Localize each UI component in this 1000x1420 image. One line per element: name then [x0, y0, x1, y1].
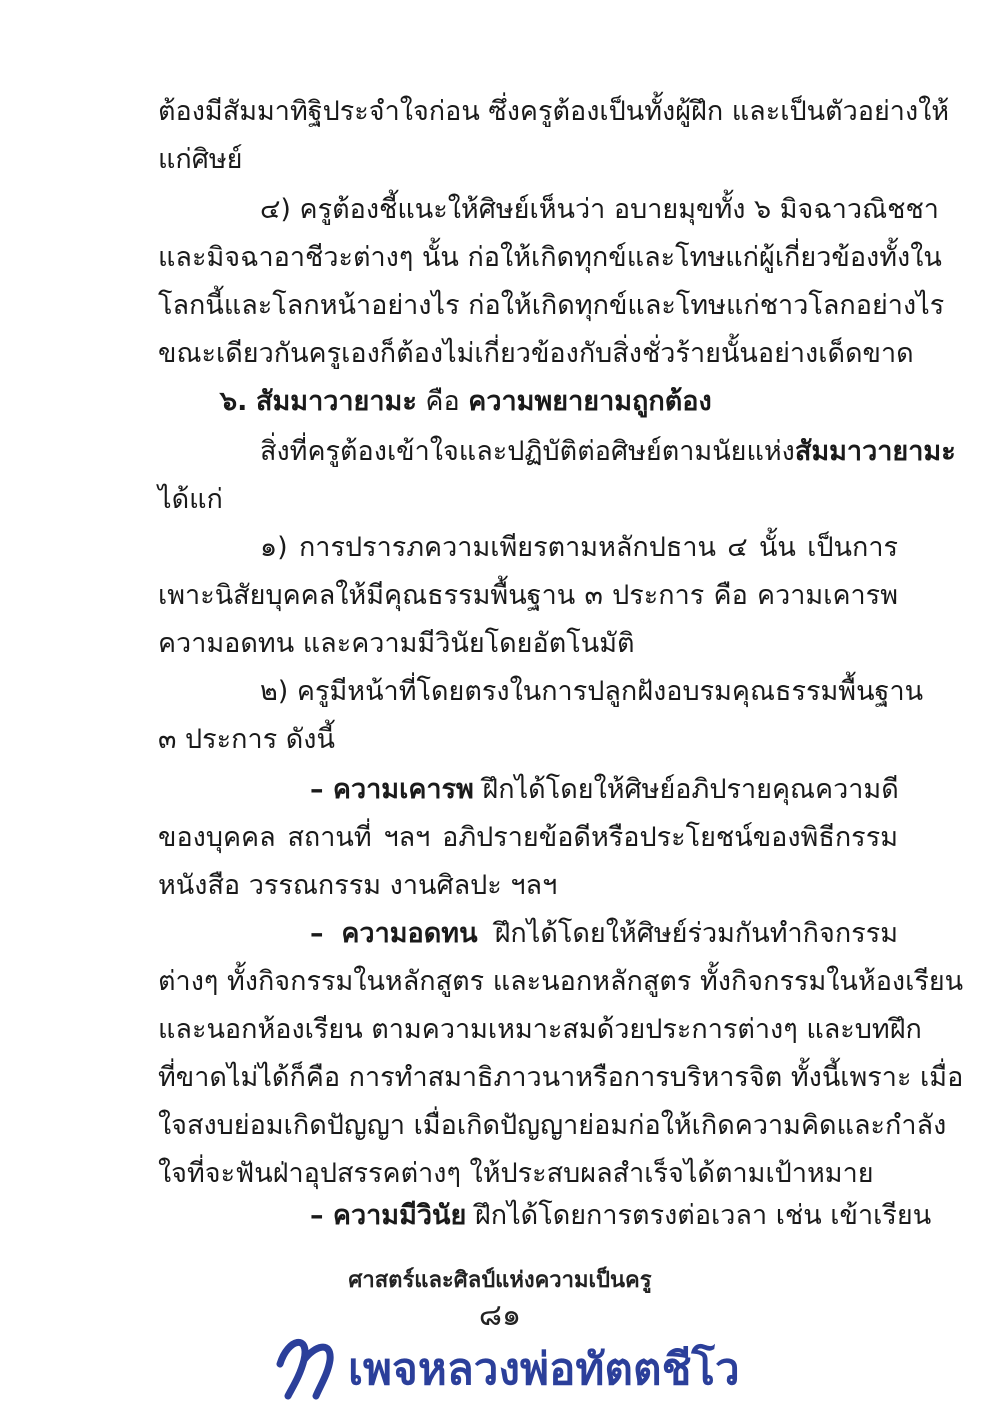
paragraph-line: ที่ขาดไม่ได้ก็คือ การทำสมาธิภาวนาหรือการบริหารจิต ทั้งนี้เพราะ เมื่อ	[158, 1062, 964, 1093]
bullet-term: ความอดทน	[341, 918, 478, 949]
intro-term: สัมมาวายามะ	[794, 436, 956, 467]
paragraph-line: ต้องมีสัมมาทิฐิประจำใจก่อน ซึ่งครูต้องเป็นทั้งผู้ฝึก และเป็นตัวอย่างให้	[158, 96, 950, 127]
item-4-line: ๔) ครูต้องชี้แนะให้ศิษย์เห็นว่า อบายมุขทั้ง ๖ มิจฉาวณิชชา	[260, 194, 939, 225]
paragraph-line: ใจที่จะฟันฝ่าอุปสรรคต่างๆ ให้ประสบผลสำเร็จได้ตามเป้าหมาย	[158, 1158, 874, 1189]
paragraph-line: เพาะนิสัยบุคคลให้มีคุณธรรมพื้นฐาน ๓ ประการ คือ ความเคารพ	[158, 580, 898, 611]
bullet-dash: –	[310, 774, 333, 805]
paragraph-line: และนอกห้องเรียน ตามความเหมาะสมด้วยประการต่างๆ และบทฝึก	[158, 1014, 922, 1045]
bullet-dash: –	[310, 1200, 333, 1231]
section-connector: คือ	[416, 386, 469, 417]
bullet-text: ฝึกได้โดยให้ศิษย์ร่วมกันทำกิจกรรม	[477, 918, 898, 949]
paragraph-line: ได้แก่	[158, 484, 223, 515]
item-1-line: ๑) การปรารภความเพียรตามหลักปธาน ๔ นั้น เป็นการ	[260, 532, 898, 563]
bullet-respect	[310, 770, 898, 812]
section-number: ๖.	[220, 386, 248, 417]
paragraph-line: โลกนี้และโลกหน้าอย่างไร ก่อให้เกิดทุกข์และโทษแก่ชาวโลกอย่างไร	[158, 290, 945, 321]
brand-text: เพจหลวงพ่อทัตตชีโว	[348, 1344, 740, 1395]
paragraph-line: หนังสือ วรรณกรรม งานศิลปะ ฯลฯ	[158, 870, 558, 901]
bullet-term: ความเคารพ	[332, 774, 474, 805]
paragraph-line: ใจสงบย่อมเกิดปัญญา เมื่อเกิดปัญญาย่อมก่อให้เกิดความคิดและกำลัง	[158, 1110, 947, 1141]
paragraph-line: ความอดทน และความมีวินัยโดยอัตโนมัติ	[158, 628, 635, 659]
page-number: ๘๑	[478, 1298, 522, 1333]
paragraph-line: และมิจฉาอาชีวะต่างๆ นั้น ก่อให้เกิดทุกข์และโทษแก่ผู้เกี่ยวข้องทั้งใน	[158, 242, 942, 273]
section-meaning: ความพยายามถูกต้อง	[468, 386, 712, 417]
section-heading	[220, 382, 898, 424]
brand-mark-icon	[270, 1326, 360, 1406]
paragraph-line: ขณะเดียวกันครูเองก็ต้องไม่เกี่ยวข้องกับสิ่งชั่วร้ายนั้นอย่างเด็ดขาด	[158, 338, 914, 369]
intro-text: สิ่งที่ครูต้องเข้าใจและปฏิบัติต่อศิษย์ตามนัยแห่ง	[260, 436, 795, 467]
item-2-line: ๒) ครูมีหน้าที่โดยตรงในการปลูกฝังอบรมคุณธรรมพื้นฐาน	[260, 676, 924, 707]
paragraph-line: แก่ศิษย์	[158, 144, 243, 175]
paragraph-line: ๓ ประการ ดังนี้	[158, 724, 335, 755]
bullet-term: ความมีวินัย	[332, 1200, 467, 1231]
bullet-dash: –	[310, 918, 342, 949]
bullet-text: ฝึกได้โดยการตรงต่อเวลา เช่น เข้าเรียน	[466, 1200, 932, 1231]
section-term: สัมมาวายามะ	[256, 386, 417, 417]
intro-line	[260, 432, 956, 474]
paragraph-line: ของบุคคล สถานที่ ฯลฯ อภิปรายข้อดีหรือประโยชน์ของพิธีกรรม	[158, 822, 898, 853]
bullet-patience	[310, 914, 898, 956]
paragraph-line: ต่างๆ ทั้งกิจกรรมในหลักสูตร และนอกหลักสูตร ทั้งกิจกรรมในห้องเรียน	[158, 966, 964, 997]
bullet-text: ฝึกได้โดยให้ศิษย์อภิปรายคุณความดี	[473, 774, 899, 805]
book-title: ศาสตร์และศิลป์แห่งความเป็นครู	[348, 1268, 652, 1293]
brand-logo	[270, 1326, 740, 1406]
bullet-discipline	[310, 1196, 932, 1238]
